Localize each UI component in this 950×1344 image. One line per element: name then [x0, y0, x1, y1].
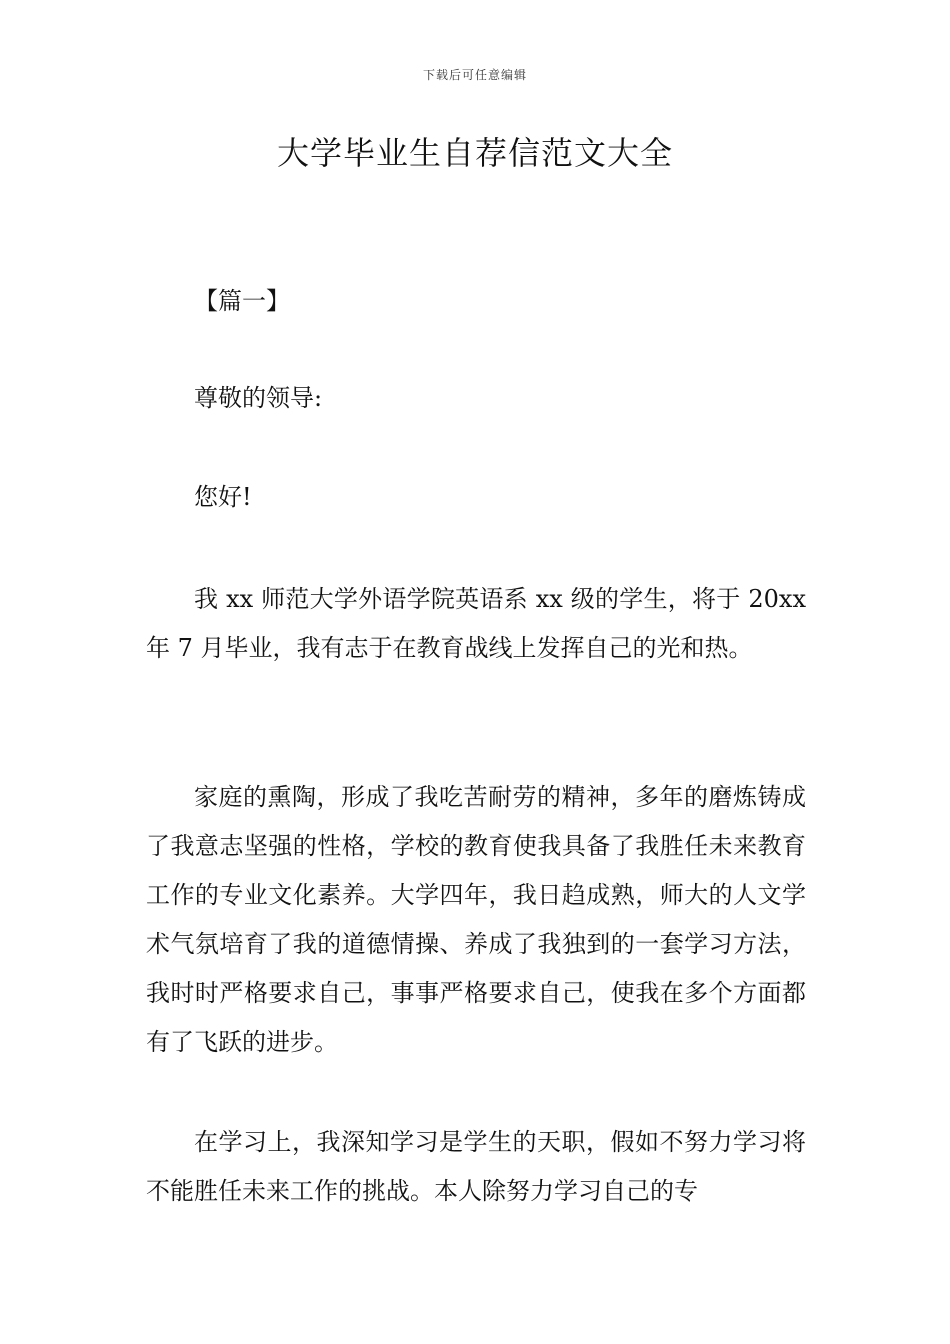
section-label: 【篇一】	[194, 287, 290, 315]
paragraph-1: 我 xx 师范大学外语学院英语系 xx 级的学生，将于 20xx 年 7 月毕业，我有志于在教育战线上发挥自己的光和热。	[146, 585, 806, 662]
greeting: 您好!	[194, 483, 252, 511]
header-note: 下载后可任意编辑	[422, 68, 527, 82]
paragraph-2: 家庭的熏陶，形成了我吃苦耐劳的精神，多年的磨炼铸成了我意志坚强的性格，学校的教育使我具备了我胜任未来教育工作的专业文化素养。大学四年，我日趋成熟，师大的人文学术气氛培育了我的道德情操、养成了我独到的一套学习方法，我时时严格要求自己，事事严格要求自己，使我在多个方面都有了飞跃的进步。	[146, 783, 806, 1056]
paragraph-3: 在学习上，我深知学习是学生的天职，假如不努力学习将不能胜任未来工作的挑战。本人除努力学习自己的专	[146, 1128, 806, 1205]
document-title: 大学毕业生自荐信范文大全	[276, 134, 673, 172]
salutation: 尊敬的领导:	[194, 384, 323, 412]
